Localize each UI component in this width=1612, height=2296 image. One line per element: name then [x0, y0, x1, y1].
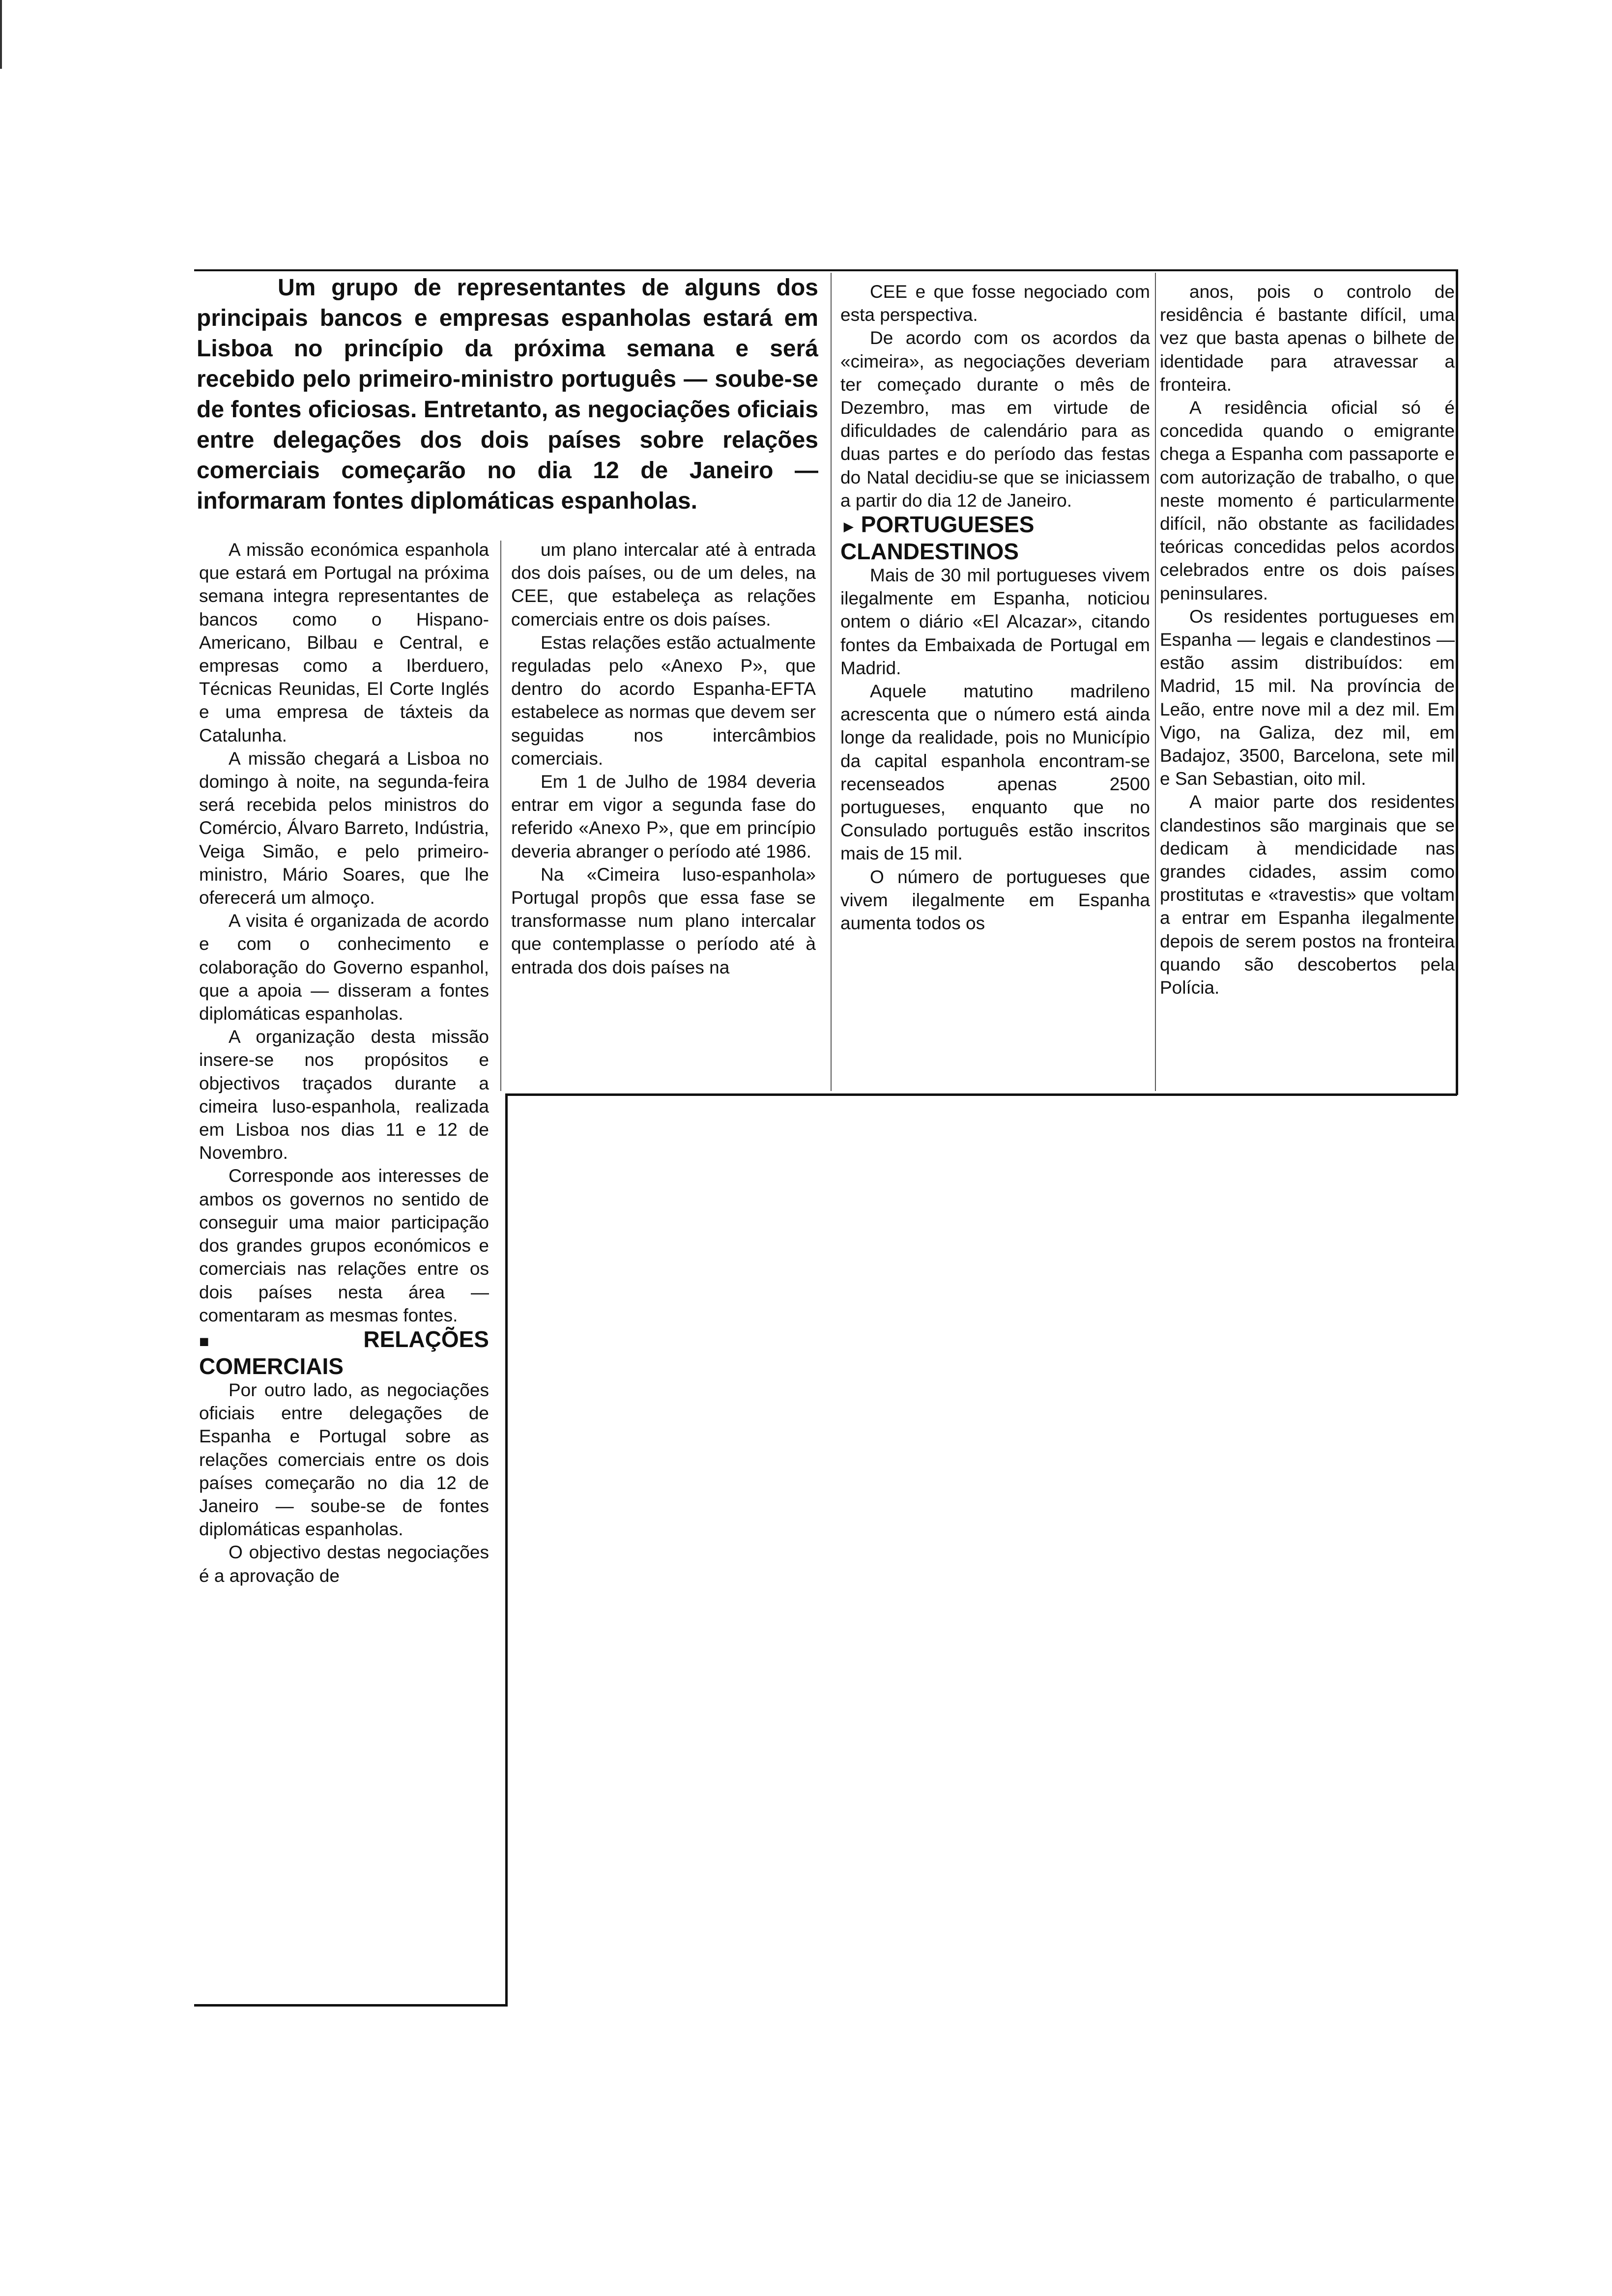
paragraph: Corresponde aos interesses de ambos os governos no sentido de conseguir uma maior participação dos grandes grupos económicos e comerciais nas relações entre os dois países nesta área — comentaram as mesmas fontes.: [199, 1166, 489, 1325]
section-heading-clandestinos: ► PORTUGUESES CLANDESTINOS: [840, 512, 1035, 565]
paragraph: De acordo com os acordos da «cimeira», as negociações deveriam ter começado durante o mês de Dezembro, mas em virtude de dificuldades de calendário para as duas partes e do período das festas do Natal decidiu-se que se iniciassem a partir do dia 12 de Janeiro.: [840, 328, 1150, 511]
paragraph: Estas relações estão actualmente reguladas pelo «Anexo P», que dentro do acordo Espanha-EFTA estabelece as normas que devem ser seguidas nos intercâmbios comerciais.: [511, 632, 816, 769]
paragraph: A maior parte dos residentes clandestinos são marginais que se dedicam à mendicidade nas grandes cidades, assim como prostitutas e «travestis» que voltam a entrar em Espanha ilegalmente depois de serem postos na fronteira quando são descobertos pela Polícia.: [1160, 792, 1455, 998]
paragraph: anos, pois o controlo de residência é bastante difícil, uma vez que basta apenas o bilhete de identidade para atravessar a fronteira.: [1160, 282, 1455, 395]
paragraph: Mais de 30 mil portugueses vivem ilegalmente em Espanha, noticiou ontem o diário «El Alcazar», citando fontes da Embaixada de Portugal em Madrid.: [840, 565, 1150, 678]
paragraph: CEE e que fosse negociado com esta perspectiva.: [840, 282, 1150, 325]
paragraph: um plano intercalar até à entrada dos dois países, ou de um deles, na CEE, que estabeleça as relações comerciais entre os dois países.: [511, 540, 816, 630]
paragraph: O número de portugueses que vivem ilegalmente em Espanha aumenta todos os: [840, 866, 1150, 934]
paragraph: A organização desta missão insere-se nos propósitos e objectivos traçados durante a cimeira luso-espanhola, realizada em Lisboa nos dias 11 e 12 de Novembro.: [199, 1027, 489, 1163]
scan-edge-mark: [0, 0, 2, 69]
paragraph: A residência oficial só é concedida quando o emigrante chega a Espanha com passaporte e com autorização de trabalho, o que neste momento é particularmente difícil, não obstante as facilidades teóricas concedidas pelos acordos celebrados entre os dois países peninsulares.: [1160, 398, 1455, 603]
paragraph: A missão chegará a Lisboa no domingo à noite, na segunda-feira será recebida pelos ministros do Comércio, Álvaro Barreto, Indústria, Veiga Simão, e pelo primeiro-ministro, Mário Soares, que lhe oferecerá um almoço.: [199, 748, 489, 908]
clipping-step-rule: [505, 1093, 508, 2005]
section-heading-relacoes: ■ RELAÇÕES COMERCIAIS: [199, 1326, 489, 1379]
paragraph: Na «Cimeira luso-espanhola» Portugal propôs que essa fase se transformasse num plano intercalar que contemplasse o período até à entrada dos dois países na: [511, 864, 816, 977]
article-column-3: [840, 280, 1150, 935]
column-divider-1: [500, 541, 501, 1091]
triangle-bullet-icon: ►: [840, 517, 857, 537]
article-column-4: [1160, 280, 1455, 999]
paragraph: Em 1 de Julho de 1984 deveria entrar em vigor a segunda fase do referido «Anexo P», que em princípio deveria abranger o período até 1986.: [511, 772, 816, 861]
paragraph: O objectivo destas negociações é a aprovação de: [199, 1542, 489, 1586]
article-column-2: [511, 538, 816, 979]
column-divider-3: [1155, 273, 1156, 1091]
article-column-1: [199, 538, 489, 1587]
article-lead: Um grupo de representantes de alguns dos principais bancos e empresas espanholas estará em Lisboa no princípio da próxima semana e será recebido pelo primeiro-ministro português — soube-se de fontes oficiosas. Entretanto, as negociações oficiais entre delegações dos dois países sobre relações comerciais começarão no dia 12 de Janeiro — informaram fontes diplomáticas espanholas.: [197, 275, 818, 514]
column-divider-2: [831, 273, 832, 1091]
paragraph: A visita é organizada de acordo e com o conhecimento e colaboração do Governo espanhol, que a apoia — disseram a fontes diplomáticas espanholas.: [199, 911, 489, 1024]
square-bullet-icon: ■: [199, 1332, 360, 1351]
paragraph: Os residentes portugueses em Espanha — legais e clandestinos — estão assim distribuídos: em Madrid, 15 mil. Na província de Leão, entre nove mil a dez mil. Em Vigo, na Galiza, dez mil, em Badajoz, 3500, Barcelona, sete mil e San Sebastian, oito mil.: [1160, 606, 1455, 789]
paragraph: Aquele matutino madrileno acrescenta que o número está ainda longe da realidade, pois no Município da capital espanhola encontram-se recenseados apenas 2500 portugueses, enquanto que no Consulado português estão inscritos mais de 15 mil.: [840, 681, 1150, 864]
clipping-bottom-rule: [194, 2004, 508, 2007]
paragraph: A missão económica espanhola que estará em Portugal na próxima semana integra representantes de bancos como o Hispano-Americano, Bilbau e Central, e empresas como a Iberduero, Técnicas Reunidas, El Corte Inglés e uma empresa de táxteis da Catalunha.: [199, 540, 489, 746]
clipping-mid-bottom-rule: [506, 1093, 1457, 1096]
clipping-right-rule: [1456, 269, 1458, 1095]
paragraph: Por outro lado, as negociações oficiais entre delegações de Espanha e Portugal sobre as relações comerciais entre os dois países começarão no dia 12 de Janeiro — soube-se de fontes diplomáticas espanholas.: [199, 1379, 489, 1540]
clipping-top-rule: [194, 269, 1457, 271]
